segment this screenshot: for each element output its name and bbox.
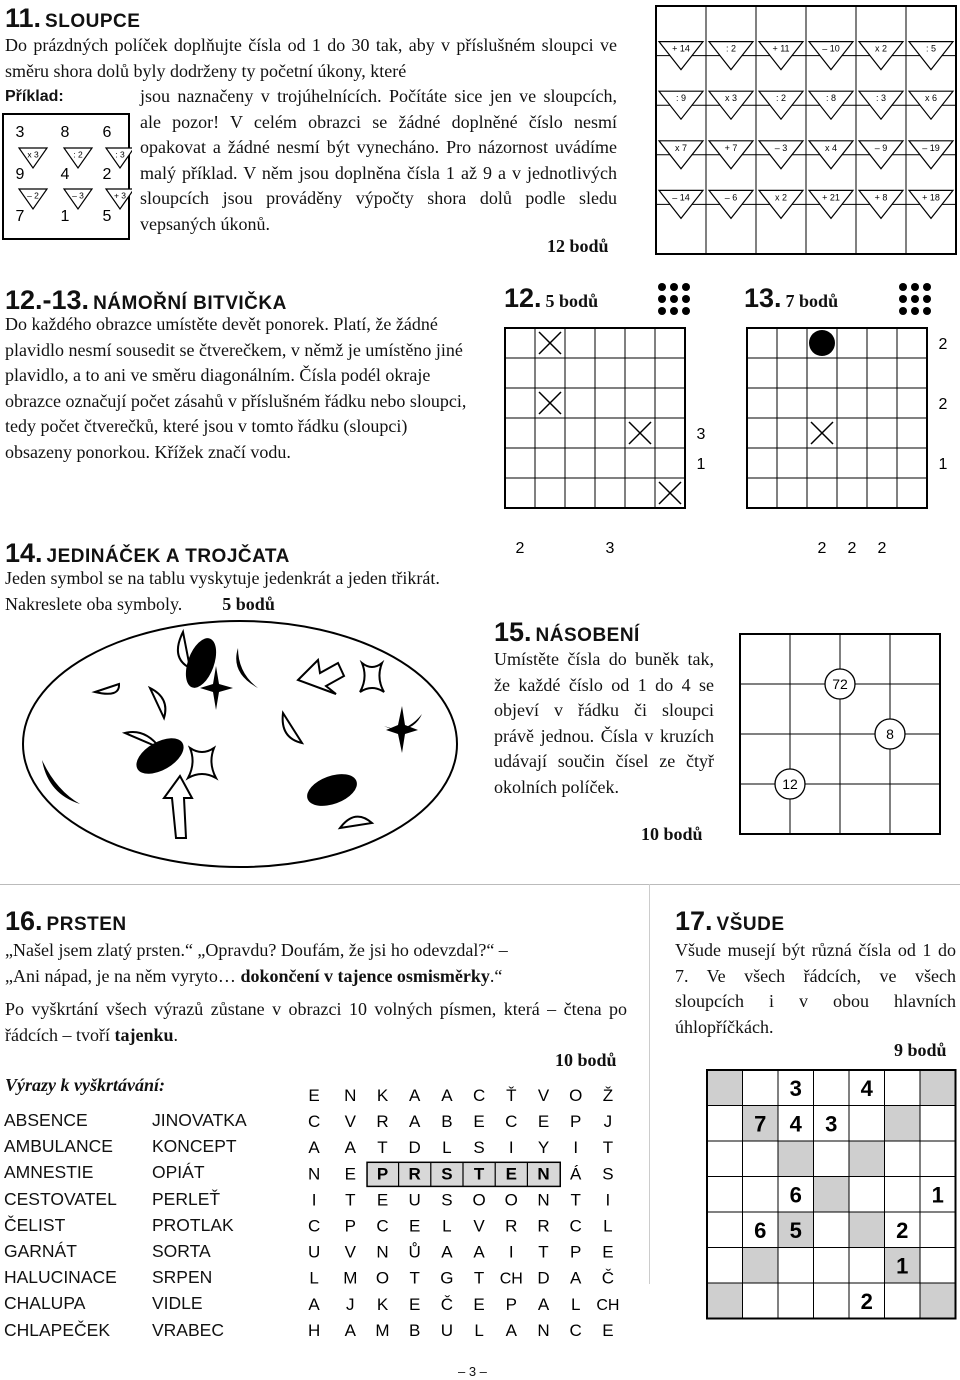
grid-letter[interactable]: S — [602, 1164, 614, 1184]
grid-letter[interactable]: L — [442, 1216, 452, 1236]
grid-letter[interactable]: CH — [596, 1296, 620, 1314]
instructions-end: . — [173, 1024, 178, 1045]
operation-label: x 7 — [674, 142, 688, 153]
word-item: HALUCINACE — [4, 1267, 117, 1288]
grid-letter[interactable]: H — [307, 1320, 321, 1340]
word-item: OPIÁT — [152, 1162, 205, 1183]
operation-label: x 3 — [724, 93, 738, 104]
grid-cell[interactable] — [885, 1141, 921, 1177]
grid-letter[interactable]: O — [569, 1086, 583, 1105]
grid-letter[interactable]: N — [307, 1164, 321, 1184]
given-number: 4 — [860, 1075, 873, 1101]
instructions-text: Po vyškrtání všech výrazů zůstane v obrazci 10 volných písmen, která – čtena po řádcích – tvoří — [5, 999, 627, 1045]
operation-label: x 4 — [824, 142, 838, 153]
operation-label: – 10 — [822, 43, 840, 54]
battleship-grid-13[interactable] — [745, 326, 960, 566]
given-number: 3 — [825, 1111, 838, 1137]
grid-letter[interactable]: Ž — [602, 1086, 614, 1105]
grid-cell[interactable] — [885, 1283, 921, 1319]
given-number: 4 — [789, 1111, 802, 1137]
grid-letter[interactable]: E — [409, 1294, 421, 1314]
grid-letter[interactable]: A — [308, 1138, 320, 1158]
section-title: PRSTEN — [46, 914, 127, 935]
word-item: ČELIST — [4, 1214, 66, 1235]
given-number: 2 — [896, 1217, 909, 1243]
section-number: 17. — [675, 906, 713, 936]
puzzle-number: 13. — [744, 283, 782, 313]
grid-letter[interactable]: V — [473, 1216, 485, 1236]
puzzle-points: 5 bodů — [545, 291, 599, 311]
grid-letter[interactable]: K — [376, 1086, 389, 1105]
puzzle-number: 12. — [504, 283, 542, 313]
grid-cell[interactable] — [743, 1070, 779, 1106]
s15-points: 10 bodů — [641, 824, 703, 844]
grid-letter[interactable]: D — [408, 1138, 421, 1158]
s14-rules-text — [5, 566, 467, 617]
operation-label: + 21 — [822, 192, 840, 203]
column-clue: 2 — [515, 540, 525, 557]
s17-rules-text: Všude musejí být různá čísla od 1 do 7. Ve všech řádcích, ve všech sloupcích i v obou hlavních úhlopříčkách. — [675, 940, 956, 1037]
diagonal-cell[interactable] — [920, 1283, 956, 1319]
grid-letter[interactable]: A — [344, 1320, 356, 1340]
grid-letter[interactable]: E — [602, 1242, 614, 1262]
operation-label: x 3 — [27, 149, 39, 160]
section-divider — [0, 884, 960, 885]
grid-cell[interactable] — [920, 1212, 956, 1248]
row-clue: 2 — [938, 396, 948, 413]
s17-points: 9 bodů — [894, 1040, 947, 1060]
word-item: CHLAPEČEK — [4, 1319, 111, 1340]
bowtie-shape — [188, 748, 216, 778]
grid-letter[interactable]: O — [504, 1190, 518, 1210]
grid-letter[interactable]: I — [508, 1242, 514, 1262]
grid-letter[interactable]: B — [409, 1320, 421, 1340]
operation-label: x 6 — [924, 93, 938, 104]
operation-label: + 3 — [113, 190, 127, 201]
s12-rules-text: Do každého obrazce umístěte devět ponorek. Platí, že žádné plavidlo nesmí sousedit se čtverečkem, v němž je umístěno jiné plavidlo, a to ani ve směru diagonálním. Čísla podél okraje obrazce označují počet zásahů v příslušném řádku nebo sloupci, tedy počet čtverečků, které jsou v tomto řádku (sloupci) obsazeny ponorkou. Křížek značí vodu. — [5, 314, 467, 462]
grid-letter[interactable]: C — [505, 1112, 518, 1132]
grid-letter[interactable]: Á — [570, 1164, 582, 1184]
given-number: 5 — [789, 1217, 802, 1243]
grid-letter[interactable]: C — [376, 1216, 389, 1236]
operation-label: + 18 — [922, 192, 940, 203]
grid-letter[interactable]: S — [473, 1138, 485, 1158]
word-item: PROTLAK — [152, 1214, 234, 1235]
example-label: Příklad: — [5, 88, 64, 105]
grid-letter[interactable]: N — [344, 1086, 357, 1105]
grid-letter[interactable]: E — [376, 1190, 389, 1210]
grid-letter[interactable]: A — [505, 1320, 517, 1340]
grid-cell[interactable] — [814, 1141, 850, 1177]
grid-letter[interactable]: I — [311, 1190, 317, 1210]
grid-letter[interactable]: B — [441, 1112, 453, 1132]
grid-cell[interactable] — [743, 1283, 779, 1319]
grid-cell[interactable] — [743, 1141, 779, 1177]
grid-letter[interactable]: C — [569, 1216, 582, 1236]
word-item: VRABEC — [152, 1319, 224, 1340]
grid-cell[interactable] — [885, 1177, 921, 1213]
given-number: 2 — [860, 1288, 873, 1314]
section-title: NÁMOŘNÍ BITVIČKA — [93, 293, 287, 314]
word-item: AMNESTIE — [4, 1162, 94, 1183]
diagonal-cell[interactable] — [778, 1141, 814, 1177]
column-clue: 2 — [817, 540, 827, 557]
section-11-heading — [5, 3, 140, 34]
grid-letter[interactable]: A — [409, 1112, 421, 1132]
grid-letter[interactable]: E — [308, 1086, 320, 1105]
word-item: SRPEN — [152, 1267, 213, 1288]
dots-icon — [898, 282, 934, 318]
operation-label: – 14 — [672, 192, 690, 203]
operation-label: + 8 — [874, 192, 888, 203]
grid-letter[interactable]: E — [537, 1112, 550, 1132]
grid-letter[interactable]: A — [473, 1242, 485, 1262]
section-15-heading — [494, 617, 640, 648]
s11-intro-text: Do prázdných políček doplňujte čísla od 1 do 30 tak, aby v příslušném sloupci ve směru shora dolů byly dodrženy ty početní úkony, které — [5, 35, 617, 81]
operation-label: : 2 — [775, 93, 787, 104]
bowtie-shape — [360, 663, 384, 692]
grid-letter[interactable]: R — [376, 1112, 389, 1132]
example-number: 9 — [15, 166, 25, 183]
grid-letter[interactable]: P — [570, 1112, 582, 1132]
operation-label: – 19 — [922, 142, 940, 153]
submarine-icon — [809, 330, 835, 356]
grid-letter[interactable]: C — [307, 1112, 321, 1132]
grid-letter[interactable]: P — [505, 1294, 517, 1314]
grid-letter[interactable]: A — [308, 1294, 320, 1314]
grid-cell[interactable] — [814, 1070, 850, 1106]
operation-label: + 11 — [772, 43, 790, 54]
diagonal-cell[interactable] — [920, 1070, 956, 1106]
grid-letter[interactable]: A — [441, 1086, 453, 1105]
grid-letter[interactable]: D — [537, 1268, 550, 1288]
grid-letter[interactable]: L — [570, 1294, 581, 1314]
grid-letter[interactable]: I — [573, 1138, 579, 1158]
word-item: ABSENCE — [4, 1110, 88, 1130]
word-item: PERLEŤ — [152, 1188, 221, 1209]
product-value: 72 — [832, 676, 848, 692]
row-clue: 1 — [696, 456, 706, 473]
section-number: 11. — [5, 3, 42, 33]
grid-letter[interactable]: J — [603, 1112, 613, 1132]
grid-letter[interactable]: A — [441, 1242, 453, 1262]
grid-letter[interactable]: Ť — [506, 1086, 517, 1105]
grid-letter[interactable]: E — [409, 1216, 421, 1236]
grid-letter[interactable]: E — [602, 1320, 614, 1340]
grid-letter[interactable]: T — [473, 1164, 485, 1184]
words-label: Výrazy k vyškrtávání: — [5, 1075, 165, 1095]
example-number: 8 — [60, 124, 70, 141]
section-number: 14. — [5, 538, 43, 568]
word-item: SORTA — [152, 1241, 211, 1262]
s11-puzzle-grid — [654, 4, 958, 256]
operation-label: : 3 — [115, 149, 125, 160]
grid-cell[interactable] — [778, 1283, 814, 1319]
column-clue: 2 — [847, 540, 857, 557]
grid-letter[interactable]: R — [505, 1216, 518, 1236]
section-number: 12.-13. — [5, 285, 90, 315]
word-list-column-1 — [4, 1107, 117, 1343]
battleship-grid-12[interactable] — [503, 326, 723, 566]
section-divider — [649, 884, 650, 1284]
grid-letter[interactable]: N — [537, 1320, 550, 1340]
grid-letter[interactable]: S — [441, 1164, 453, 1184]
s11-example-grid — [2, 113, 132, 241]
section-title: VŠUDE — [716, 914, 785, 935]
grid-letter[interactable]: M — [343, 1268, 358, 1288]
diagonal-cell[interactable] — [849, 1212, 885, 1248]
grid-letter[interactable]: T — [473, 1268, 485, 1288]
grid-letter[interactable]: Č — [601, 1268, 615, 1288]
dialogue-bold: dokončení v tajence osmisměrky — [240, 965, 490, 986]
puzzle-13-heading — [744, 283, 838, 314]
dots-icon — [657, 282, 693, 318]
diagonal-cell[interactable] — [885, 1106, 921, 1142]
grid-letter[interactable]: U — [440, 1320, 454, 1340]
instructions-bold: tajenku — [114, 1024, 174, 1045]
grid-cell[interactable] — [814, 1248, 850, 1284]
symbols-oval[interactable] — [20, 618, 462, 872]
grid-letter[interactable]: V — [344, 1242, 356, 1262]
section-title: JEDINÁČEK A TROJČATA — [46, 546, 290, 567]
grid-letter[interactable]: A — [537, 1294, 550, 1314]
s11-rules-text: jsou naznačeny v trojúhelnících. Počítáte sice jen ve sloupcích, ale pozor! V celém obrazci se žádné doplněné číslo nesmí opakovat a žádné nesmí být vynecháno. Pro názornost uvádíme malý příklad. V něm jsou doplněna čísla 1 až 9 a v jednotlivých sloupcích jsou prováděny výpočty shora dolů podle sledu vepsaných úkonů. — [140, 86, 617, 234]
row-clue: 2 — [938, 336, 948, 353]
operation-label: – 6 — [724, 192, 738, 203]
word-list-column-2 — [152, 1107, 247, 1343]
grid-cell[interactable] — [707, 1106, 743, 1142]
grid-letter[interactable]: Ů — [408, 1242, 421, 1262]
grid-cell[interactable] — [849, 1106, 885, 1142]
section-number: 16. — [5, 906, 43, 936]
grid-letter[interactable]: N — [537, 1164, 550, 1184]
section-number: 15. — [494, 617, 532, 647]
latin-square-grid[interactable] — [705, 1068, 957, 1368]
puzzle-12-heading — [504, 283, 598, 314]
row-clue: 1 — [938, 456, 948, 473]
grid-letter[interactable]: M — [375, 1320, 390, 1340]
s16-dialogue — [5, 938, 635, 989]
grid-letter[interactable]: C — [307, 1216, 321, 1236]
operation-label: – 9 — [874, 142, 888, 153]
word-item: JINOVATKA — [152, 1110, 247, 1130]
grid-cell[interactable] — [849, 1177, 885, 1213]
operation-label: : 8 — [825, 93, 837, 104]
grid-letter[interactable]: V — [537, 1086, 550, 1105]
column-clue: 3 — [605, 540, 615, 557]
example-number: 4 — [60, 166, 70, 183]
section-title: NÁSOBENÍ — [535, 625, 640, 646]
word-item: CHALUPA — [4, 1293, 86, 1314]
dialogue-end: .“ — [489, 965, 503, 986]
grid-letter[interactable]: CH — [499, 1270, 523, 1288]
word-item: CESTOVATEL — [4, 1188, 117, 1209]
grid-letter[interactable]: L — [309, 1268, 319, 1288]
section-14-heading — [5, 538, 290, 569]
grid-cell[interactable] — [743, 1177, 779, 1213]
grid-letter[interactable]: V — [344, 1112, 356, 1132]
grid-letter[interactable]: U — [307, 1242, 321, 1262]
s16-points: 10 bodů — [555, 1050, 617, 1070]
grid-cell[interactable] — [920, 1141, 956, 1177]
multiplication-grid[interactable] — [738, 632, 958, 838]
given-number: 1 — [896, 1253, 909, 1279]
grid-letter[interactable]: I — [605, 1190, 611, 1210]
word-item: AMBULANCE — [4, 1136, 113, 1157]
grid-letter[interactable]: G — [440, 1268, 454, 1288]
grid-cell[interactable] — [849, 1248, 885, 1284]
dialogue-line — [5, 964, 635, 990]
diagonal-cell[interactable] — [707, 1283, 743, 1319]
grid-letter[interactable]: L — [474, 1320, 484, 1340]
example-number: 2 — [102, 166, 112, 183]
operation-label: x 2 — [874, 43, 888, 54]
grid-letter[interactable]: T — [602, 1138, 614, 1158]
operation-label: : 2 — [725, 43, 737, 54]
grid-letter[interactable]: T — [377, 1138, 388, 1158]
dialogue-line: „Našel jsem zlatý prsten.“ „Opravdu? Doufám, že jsi ho odevzdal?“ – — [5, 940, 508, 960]
row-clue: 3 — [696, 426, 706, 443]
given-number: 6 — [754, 1217, 767, 1243]
s15-rules-text: Umístěte čísla do buněk tak, že každé číslo od 1 do 4 se objeví v řádku či sloupci právě jednou. Čísla v kruzích udávají součin čísel ze čtyř okolních políček. — [494, 649, 714, 797]
grid-letter[interactable]: T — [409, 1268, 420, 1288]
grid-letter[interactable]: I — [508, 1138, 514, 1158]
grid-cell[interactable] — [814, 1212, 850, 1248]
grid-letter[interactable]: Č — [440, 1294, 454, 1314]
section-title: SLOUPCE — [45, 11, 141, 32]
grid-letter[interactable]: C — [472, 1086, 486, 1105]
grid-letter[interactable]: L — [442, 1138, 452, 1158]
grid-letter[interactable]: T — [538, 1242, 549, 1262]
grid-letter[interactable]: T — [570, 1190, 581, 1210]
grid-cell[interactable] — [920, 1248, 956, 1284]
diagonal-cell[interactable] — [707, 1070, 743, 1106]
grid-letter[interactable]: A — [344, 1138, 356, 1158]
grid-letter[interactable]: N — [537, 1190, 550, 1210]
product-value: 8 — [886, 726, 894, 742]
section-17-heading — [675, 906, 785, 937]
given-number: 3 — [789, 1075, 802, 1101]
diagonal-cell[interactable] — [849, 1141, 885, 1177]
grid-cell[interactable] — [778, 1248, 814, 1284]
example-number: 5 — [102, 208, 112, 225]
s14-points: 5 bodů — [222, 593, 275, 614]
product-value: 12 — [782, 776, 798, 792]
given-number: 1 — [931, 1182, 944, 1208]
word-item: VIDLE — [152, 1293, 203, 1314]
operation-label: : 3 — [875, 93, 887, 104]
grid-letter[interactable]: L — [603, 1216, 613, 1236]
grid-cell[interactable] — [707, 1141, 743, 1177]
highlighted-word-box — [367, 1162, 560, 1186]
grid-letter[interactable]: A — [570, 1268, 582, 1288]
grid-cell[interactable] — [707, 1177, 743, 1213]
grid-letter[interactable]: E — [473, 1294, 485, 1314]
grid-letter[interactable]: A — [409, 1086, 421, 1105]
grid-cell[interactable] — [920, 1106, 956, 1142]
dialogue-text: „Ani nápad, je na něm vyryto… — [5, 965, 241, 986]
grid-cell[interactable] — [814, 1283, 850, 1319]
example-number: 3 — [15, 124, 25, 141]
grid-cell[interactable] — [885, 1070, 921, 1106]
grid-letter[interactable]: E — [505, 1164, 517, 1184]
diagonal-cell[interactable] — [743, 1248, 779, 1284]
grid-letter[interactable]: P — [376, 1164, 389, 1184]
s16-instructions — [5, 997, 627, 1048]
puzzle-points: 7 bodů — [785, 291, 839, 311]
grid-cell[interactable] — [707, 1248, 743, 1284]
operation-label: + 14 — [672, 43, 690, 54]
grid-letter[interactable]: T — [345, 1190, 356, 1210]
grid-letter[interactable]: J — [346, 1294, 355, 1314]
page-number: – 3 – — [458, 1364, 487, 1379]
grid-cell[interactable] — [707, 1212, 743, 1248]
grid-letter[interactable]: K — [376, 1294, 389, 1314]
grid-letter[interactable]: P — [344, 1216, 356, 1236]
grid-letter[interactable]: P — [570, 1242, 582, 1262]
word-item: KONCEPT — [152, 1136, 237, 1157]
grid-letter[interactable]: C — [569, 1320, 582, 1340]
example-number: 1 — [60, 208, 70, 225]
grid-letter[interactable]: R — [537, 1216, 550, 1236]
grid-letter[interactable]: O — [472, 1190, 486, 1210]
s14-text: Jeden symbol se na tablu vyskytuje jedenkrát a jeden třikrát. Nakreslete oba symboly. — [5, 568, 440, 614]
grid-letter[interactable]: S — [441, 1190, 453, 1210]
operation-label: – 2 — [27, 190, 39, 201]
operation-label: – 3 — [774, 142, 788, 153]
s11-points: 12 bodů — [547, 236, 609, 256]
grid-letter[interactable]: U — [408, 1190, 421, 1210]
grid-letter[interactable]: E — [473, 1112, 485, 1132]
given-number: 7 — [754, 1111, 767, 1137]
operation-label: : 9 — [675, 93, 687, 104]
section-16-heading — [5, 906, 127, 937]
column-clue: 2 — [877, 540, 887, 557]
operation-label: + 7 — [724, 142, 738, 153]
grid-letter[interactable]: E — [344, 1164, 356, 1184]
example-number: 7 — [15, 208, 25, 225]
given-number: 6 — [789, 1182, 802, 1208]
grid-letter[interactable]: Y — [537, 1138, 550, 1158]
grid-letter[interactable]: N — [376, 1242, 389, 1262]
operation-label: : 5 — [925, 43, 937, 54]
example-number: 6 — [102, 124, 112, 141]
word-item: GARNÁT — [4, 1241, 77, 1262]
operation-label: x 2 — [774, 192, 788, 203]
grid-letter[interactable]: R — [408, 1164, 421, 1184]
grid-letter[interactable]: O — [375, 1268, 390, 1288]
operation-label: : 2 — [73, 149, 83, 160]
diagonal-cell[interactable] — [814, 1177, 850, 1213]
word-search-grid[interactable] — [300, 1080, 630, 1350]
operation-label: – 3 — [72, 190, 84, 201]
